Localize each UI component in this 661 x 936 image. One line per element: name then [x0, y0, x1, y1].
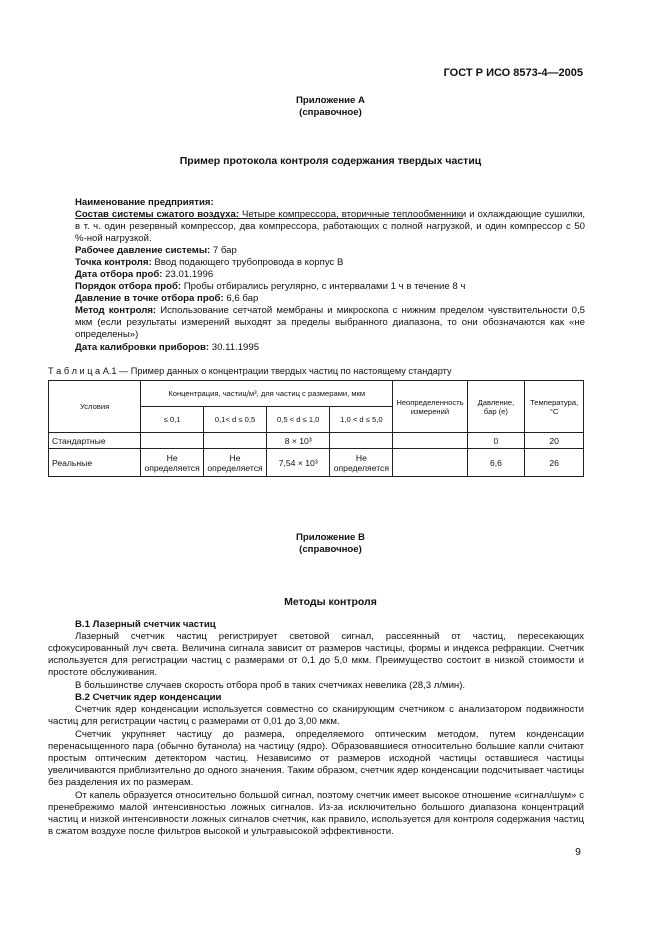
field-calibration-label: Дата калибровки приборов:: [75, 342, 210, 353]
field-system-value: Четыре компрессора, вторичные теплообменники и охлаждающие сушилки, в т. ч. один резервный компрессор, два компрессора, работающих с полной нагрузкой, и один компрессор с 50 %-ной нагрузкой.: [75, 209, 585, 244]
field-method-label: Метод контроля:: [75, 305, 157, 316]
standard-number: ГОСТ Р ИСО 8573-4—2005: [443, 67, 583, 79]
subheader-size-2: 0,1< d ≤ 0,5: [204, 407, 267, 433]
b1-paragraph-1: Лазерный счетчик частиц регистрирует световой сигнал, рассеянный от частиц, пересекающих сфокусированный луч света. Величина сигнала зависит от размеров частицы, формы и индекса рефракции. Счетчик используется для регистрации частиц с размерами от 0,1 до 5,0 мкм. Преимущество состоит в низкой стоимости и простоте обслуживания.: [48, 631, 584, 678]
cell-pressure: 6,6: [467, 449, 525, 477]
table-row: [49, 449, 584, 477]
table-caption: Т а б л и ц а А.1 — Пример данных о концентрации твердых частиц по настоящему стандарту: [48, 366, 452, 376]
appendix-b-heading: [0, 532, 661, 556]
subheader-size-4: 1,0 < d ≤ 5,0: [330, 407, 393, 433]
b2-paragraph-3: От капель образуется относительно большой сигнал, поэтому счетчик имеет высокое отношение «сигнал/шум» с пренебрежимо малой интенсивностью ложных сигналов. Из-за исключительно большого диапазона концентраций частиц и низкой интенсивности ложных сигналов счетчик, как правило, используется для контроля содержания частиц в сжатом воздухе после фильтров высокой и ультравысокой эффективности.: [48, 790, 584, 837]
cell-pressure: 0: [467, 433, 525, 449]
b1-paragraph-2: В большинстве случаев скорость отбора проб в таких счетчиках невелика (28,3 л/мин).: [75, 680, 466, 691]
appendix-a-subtitle: (справочное): [299, 107, 362, 118]
appendix-b-section-title: Методы контроля: [284, 596, 377, 608]
cell-uncertainty: [393, 449, 467, 477]
cell-c1: [141, 433, 204, 449]
b2-paragraph-1: Счетчик ядер конденсации используется совместно со сканирующим счетчиком с анализатором подвижности частиц для регистрации частиц с размерами от 0,01 до 3,00 мкм.: [48, 704, 584, 727]
subheader-size-3: 0,5 < d ≤ 1,0: [267, 407, 330, 433]
header-conditions: Условия: [49, 381, 141, 433]
cell-c2: [204, 433, 267, 449]
table-row: [49, 433, 584, 449]
field-calibration: [75, 342, 585, 354]
cell-uncertainty: [393, 433, 467, 449]
field-system-label: Состав системы сжатого воздуха:: [75, 209, 240, 220]
field-procedure-label: Порядок отбора проб:: [75, 281, 182, 292]
field-point-value: Ввод подающего трубопровода в корпус В: [151, 257, 344, 268]
field-pressure-value: 7 бар: [210, 245, 237, 256]
appendix-a-section-title: Пример протокола контроля содержания твердых частиц: [179, 155, 482, 167]
field-date: [75, 269, 585, 281]
b1-heading: В.1 Лазерный счетчик частиц: [75, 619, 216, 630]
header-pressure: Давление, бар (е): [467, 381, 525, 433]
field-pressure-label: Рабочее давление системы:: [75, 245, 211, 256]
header-concentration: Концентрация, частиц/м³, для частиц с размерами, мкм: [141, 381, 393, 407]
b2-paragraph-2: Счетчик укрупняет частицу до размера, определяемого оптическим методом, путем конденсации перенасыщенного пара (обычно бутанола) на частицу (ядро). Образовавшиеся относительно большие капли считают простым оптическим детектором частиц. Независимо от размеров исходной частицы оставшиеся частицы увеличиваются приблизительно до одного значения. Таким образом, счетчик ядер конденсации подсчитывает частицы без разделения их по размерам.: [48, 729, 584, 788]
appendix-b-subtitle: (справочное): [299, 544, 362, 555]
b2-heading: В.2 Счетчик ядер конденсации: [75, 692, 222, 703]
page-number: 9: [575, 846, 581, 858]
cell-temperature: 20: [525, 433, 584, 449]
cell-c3: 8 × 10³: [267, 433, 330, 449]
field-sample-pressure-value: 6,6 бар: [223, 293, 259, 304]
field-date-value: 23.01.1996: [162, 269, 214, 280]
field-calibration-value: 30.11.1995: [209, 342, 260, 353]
field-method-value: Использование сетчатой мембраны и микроскопа с нижним пределом чувствительности 0,5 мкм (если результаты измерений выходят за пределы выбранного диапазона, то они обозначаются как «не определены»): [75, 305, 585, 340]
cell-c1: Не определяется: [141, 449, 204, 477]
field-sample-pressure: [75, 293, 585, 305]
field-method: [75, 305, 585, 341]
cell-temperature: 26: [525, 449, 584, 477]
field-system: [75, 209, 585, 245]
appendix-b-title: Приложение В: [296, 532, 365, 543]
field-point: [75, 257, 585, 269]
appendix-a-title: Приложение А: [296, 95, 365, 106]
particle-table: [48, 380, 584, 477]
table-header-row: [49, 381, 584, 407]
cell-condition: Стандартные: [49, 433, 141, 449]
appendix-a-heading: [0, 95, 661, 119]
field-sample-pressure-label: Давление в точке отбора проб:: [75, 293, 224, 304]
cell-c3: 7,54 × 10³: [267, 449, 330, 477]
cell-c4: Не определяется: [330, 449, 393, 477]
field-pressure: [75, 245, 585, 257]
field-point-label: Точка контроля:: [75, 257, 152, 268]
field-procedure-value: Пробы отбирались регулярно, с интервалами 1 ч в течение 8 ч: [181, 281, 466, 292]
field-procedure: [75, 281, 585, 293]
field-date-label: Дата отбора проб:: [75, 269, 163, 280]
cell-condition: Реальные: [49, 449, 141, 477]
header-undetermined: Неопределенность измерений: [393, 381, 467, 433]
subheader-size-1: ≤ 0,1: [141, 407, 204, 433]
header-temperature: Температура, °С: [525, 381, 584, 433]
cell-c2: Не определяется: [204, 449, 267, 477]
cell-c4: [330, 433, 393, 449]
field-company-label: Наименование предприятия:: [75, 197, 214, 208]
